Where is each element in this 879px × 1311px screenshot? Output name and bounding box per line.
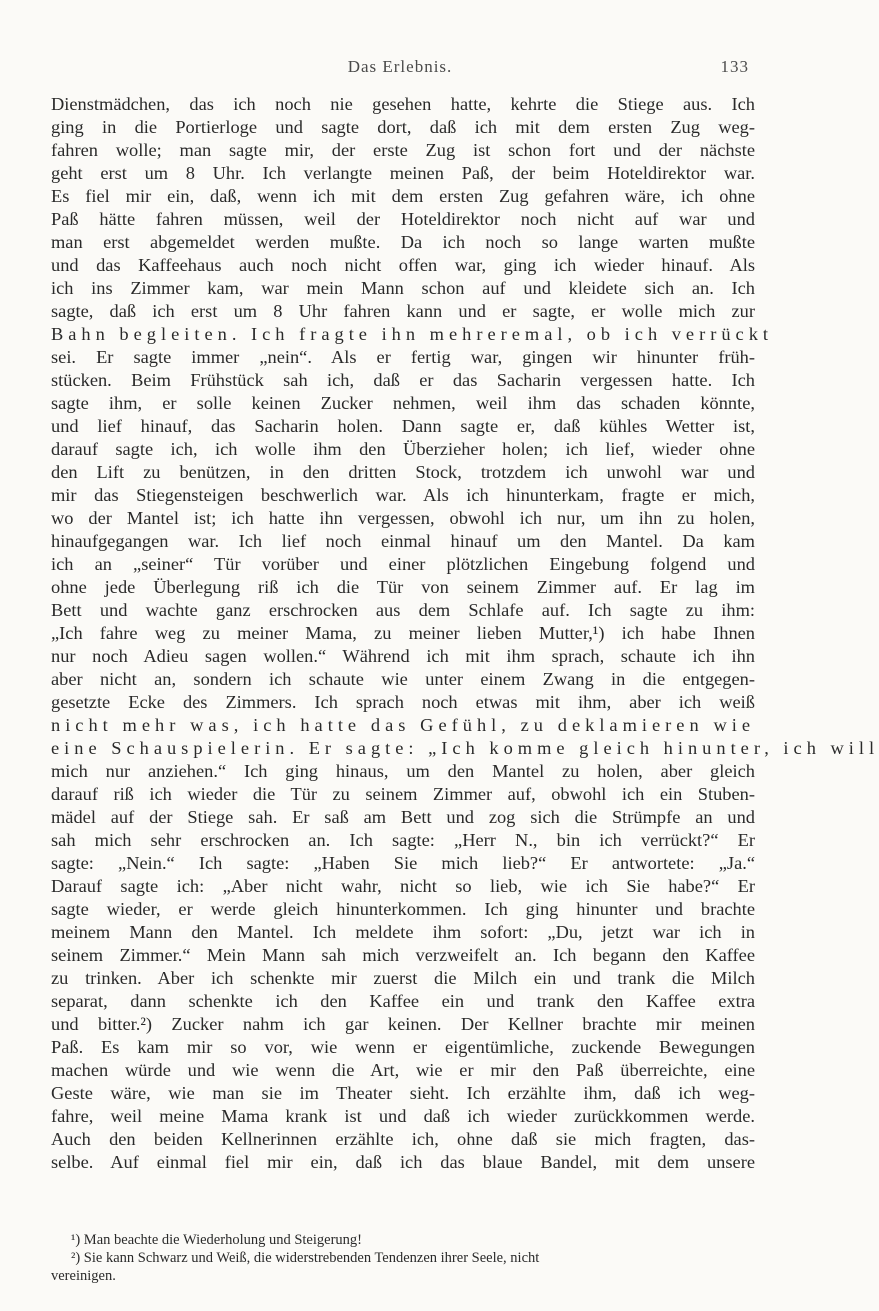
text-line: sah mich sehr erschrocken an. Ich sagte: „Herr N., bin ich verrückt?“ Er bbox=[51, 830, 755, 850]
footnotes bbox=[51, 1231, 755, 1285]
text-line: nicht mehr was, ich hatte das Gefühl, zu deklamieren wie bbox=[51, 715, 755, 735]
text-line: nur noch Adieu sagen wollen.“ Während ich mit ihm sprach, schaute ich ihn bbox=[51, 646, 755, 666]
text-line: mädel auf der Stiege sah. Er saß am Bett und zog sich die Strümpfe an und bbox=[51, 807, 755, 827]
text-line: stücken. Beim Frühstück sah ich, daß er das Sacharin vergessen hatte. Ich bbox=[51, 370, 755, 390]
text-line: ging in die Portierloge und sagte dort, daß ich mit dem ersten Zug weg- bbox=[51, 117, 755, 137]
text-line: Es fiel mir ein, daß, wenn ich mit dem ersten Zug gefahren wäre, ich ohne bbox=[51, 186, 755, 206]
text-line: sagte, daß ich erst um 8 Uhr fahren kann und er sagte, er wolle mich zur bbox=[51, 301, 755, 321]
text-line: und das Kaffeehaus auch noch nicht offen war, ging ich wieder hinauf. Als bbox=[51, 255, 755, 275]
text-line: Bahn begleiten. Ich fragte ihn mehreremal, ob ich verrückt bbox=[51, 324, 774, 344]
text-line: machen würde und wie wenn die Art, wie er mir den Paß überreichte, eine bbox=[51, 1060, 755, 1080]
text-line: eine Schauspielerin. Er sagte: „Ich komme gleich hinunter, ich will bbox=[51, 738, 879, 758]
text-line: selbe. Auf einmal fiel mir ein, daß ich das blaue Bandel, mit dem unsere bbox=[51, 1152, 755, 1172]
footnote-2-continuation: vereinigen. bbox=[51, 1268, 116, 1284]
text-line: sei. Er sagte immer „nein“. Als er fertig war, gingen wir hinunter früh- bbox=[51, 347, 755, 367]
running-title: Das Erlebnis. bbox=[347, 57, 453, 76]
text-line: zu trinken. Aber ich schenkte mir zuerst die Milch ein und trank die Milch bbox=[51, 968, 755, 988]
text-line: mir das Stiegensteigen beschwerlich war. Als ich hinunterkam, fragte er mich, bbox=[51, 485, 755, 505]
body-text bbox=[51, 93, 879, 1174]
text-line: ich an „seiner“ Tür vorüber und einer plötzlichen Eingebung folgend und bbox=[51, 554, 755, 574]
text-line: Bett und wachte ganz erschrocken aus dem Schlafe auf. Ich sagte zu ihm: bbox=[51, 600, 755, 620]
text-line: Paß hätte fahren müssen, weil der Hoteldirektor noch nicht auf war und bbox=[51, 209, 755, 229]
text-line: darauf sagte ich, ich wolle ihm den Überzieher holen; ich lief, wieder ohne bbox=[51, 439, 755, 459]
text-line: Paß. Es kam mir so vor, wie wenn er eigentümliche, zuckende Bewegungen bbox=[51, 1037, 755, 1057]
text-line: ohne jede Überlegung riß ich die Tür von seinem Zimmer auf. Er lag im bbox=[51, 577, 755, 597]
text-line: gesetzte Ecke des Zimmers. Ich sprach noch etwas mit ihm, aber ich weiß bbox=[51, 692, 755, 712]
text-line: und bitter.²) Zucker nahm ich gar keinen. Der Kellner brachte mir meinen bbox=[51, 1014, 755, 1034]
text-line: mich nur anziehen.“ Ich ging hinaus, um den Mantel zu holen, aber gleich bbox=[51, 761, 755, 781]
text-line: darauf riß ich wieder die Tür zu seinem Zimmer auf, obwohl ich ein Stuben- bbox=[51, 784, 755, 804]
text-line: aber nicht an, sondern ich schaute wie unter einem Zwang in die entgegen- bbox=[51, 669, 755, 689]
text-line: man erst abgemeldet werden mußte. Da ich noch so lange warten mußte bbox=[51, 232, 755, 252]
text-line: geht erst um 8 Uhr. Ich verlangte meinen Paß, der beim Hoteldirektor war. bbox=[51, 163, 755, 183]
text-line: meinem Mann den Mantel. Ich meldete ihm sofort: „Du, jetzt war ich in bbox=[51, 922, 755, 942]
text-line: Dienstmädchen, das ich noch nie gesehen hatte, kehrte die Stiege aus. Ich bbox=[51, 94, 755, 114]
text-line: ich ins Zimmer kam, war mein Mann schon auf und kleidete sich an. Ich bbox=[51, 278, 755, 298]
running-head bbox=[0, 57, 800, 81]
text-line: fahren wolle; man sagte mir, der erste Zug ist schon fort und der nächste bbox=[51, 140, 755, 160]
text-line: Auch den beiden Kellnerinnen erzählte ich, ohne daß sie mich fragten, das- bbox=[51, 1129, 755, 1149]
text-line: hinaufgegangen war. Ich lief noch einmal hinauf um den Mantel. Da kam bbox=[51, 531, 755, 551]
text-line: Geste wäre, wie man sie im Theater sieht. Ich erzählte ihm, daß ich weg- bbox=[51, 1083, 755, 1103]
footnote-1: ¹) Man beachte die Wiederholung und Steigerung! bbox=[71, 1232, 362, 1248]
text-line: sagte: „Nein.“ Ich sagte: „Haben Sie mich lieb?“ Er antwortete: „Ja.“ bbox=[51, 853, 755, 873]
text-line: Darauf sagte ich: „Aber nicht wahr, nicht so lieb, wie ich Sie habe?“ Er bbox=[51, 876, 755, 896]
text-line: den Lift zu benützen, in den dritten Stock, trotzdem ich unwohl war und bbox=[51, 462, 755, 482]
footnote-2: ²) Sie kann Schwarz und Weiß, die widerstrebenden Tendenzen ihrer Seele, nicht bbox=[71, 1250, 540, 1266]
text-line: und lief hinauf, das Sacharin holen. Dann sagte er, daß kühles Wetter ist, bbox=[51, 416, 755, 436]
text-line: sagte wieder, er werde gleich hinunterkommen. Ich ging hinunter und brachte bbox=[51, 899, 755, 919]
page-number: 133 bbox=[720, 57, 749, 76]
text-line: separat, dann schenkte ich den Kaffee ein und trank den Kaffee extra bbox=[51, 991, 755, 1011]
text-line: „Ich fahre weg zu meiner Mama, zu meiner lieben Mutter,¹) ich habe Ihnen bbox=[51, 623, 755, 643]
text-line: wo der Mantel ist; ich hatte ihn vergessen, obwohl ich nur, um ihn zu holen, bbox=[51, 508, 755, 528]
text-line: sagte ihm, er solle keinen Zucker nehmen, weil ihm das schaden könnte, bbox=[51, 393, 755, 413]
text-line: seinem Zimmer.“ Mein Mann sah mich verzweifelt an. Ich begann den Kaffee bbox=[51, 945, 755, 965]
text-line: fahre, weil meine Mama krank ist und daß ich wieder zurückkommen werde. bbox=[51, 1106, 755, 1126]
